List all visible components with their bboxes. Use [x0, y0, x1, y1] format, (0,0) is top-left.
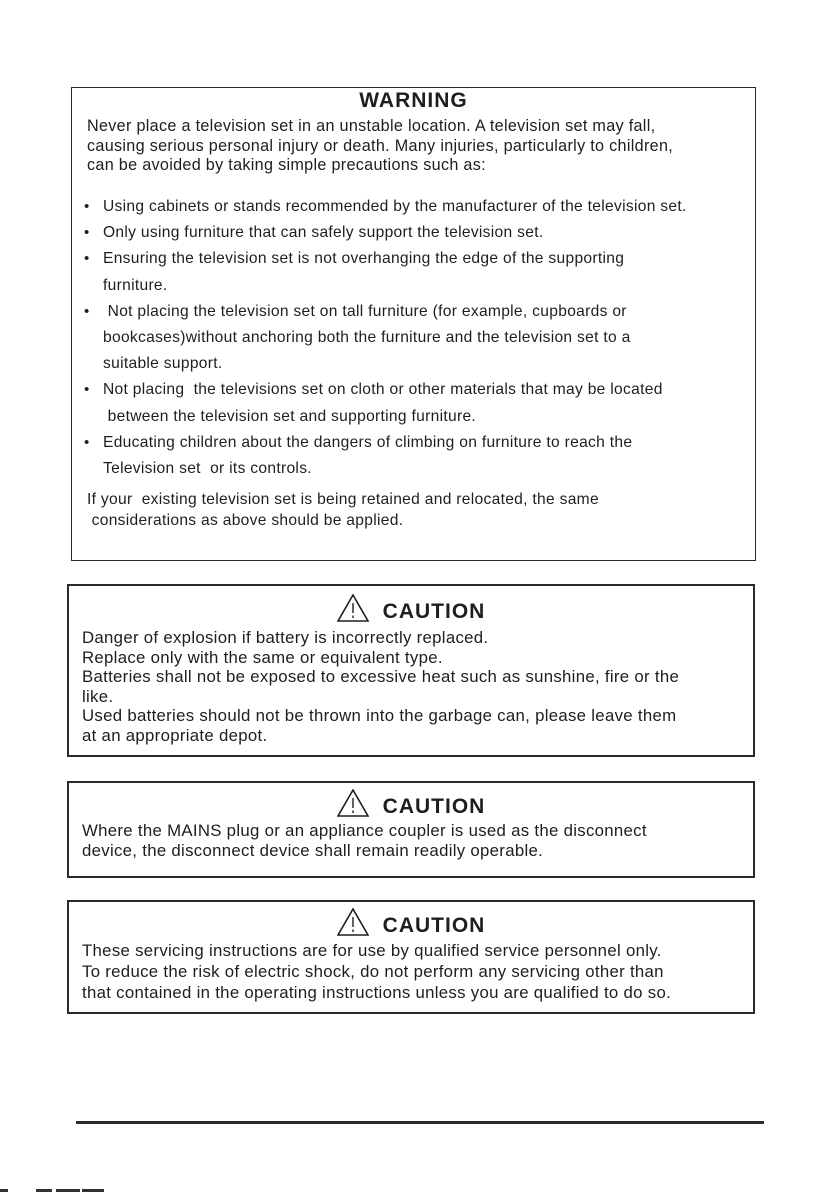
bullet-icon: •: [84, 381, 90, 399]
caution-line: at an appropriate depot.: [82, 725, 268, 745]
caution-text: [82, 821, 647, 860]
bullet-icon: •: [84, 250, 90, 268]
warning-outro: [87, 489, 599, 531]
warning-intro-line: Never place a television set in an unstable location. A television set may fall,: [87, 117, 656, 135]
caution-title: [69, 789, 753, 819]
precaution-item: [79, 377, 687, 429]
precaution-text: Not placing the television set on tall furniture (for example, cupboards or: [103, 302, 627, 320]
precaution-item: [79, 194, 687, 220]
caution-text: [82, 628, 679, 745]
precaution-text: suitable support.: [103, 355, 223, 373]
caution-line: Batteries shall not be exposed to excessive heat such as sunshine, fire or the: [82, 667, 680, 686]
caution-line: To reduce the risk of electric shock, do not perform any servicing other than: [82, 962, 664, 981]
precaution-text: Using cabinets or stands recommended by the manufacturer of the television set.: [103, 198, 687, 215]
warning-triangle-icon: [337, 789, 369, 817]
precaution-text: furniture.: [103, 276, 168, 294]
caution-line: like.: [82, 686, 114, 706]
caution-line: that contained in the operating instructions unless you are qualified to do so.: [82, 983, 672, 1002]
warning-triangle-icon: [337, 908, 369, 936]
caution-line: Danger of explosion if battery is incorrectly replaced.: [82, 628, 489, 647]
precaution-text: Not placing the televisions set on cloth or other materials that may be located: [103, 381, 663, 399]
warning-title: WARNING: [359, 89, 468, 112]
precaution-item: [79, 299, 687, 378]
precaution-item: [79, 220, 687, 246]
caution-line: Where the MAINS plug or an appliance coupler is used as the disconnect: [82, 821, 647, 840]
caution-title: [69, 908, 753, 938]
caution-line: Used batteries should not be thrown into the garbage can, please leave them: [82, 706, 677, 725]
bullet-icon: •: [84, 198, 90, 215]
caution-box-mains: [67, 781, 755, 878]
precaution-item: [79, 246, 687, 298]
caution-line: These servicing instructions are for use by qualified service personnel only.: [82, 941, 662, 960]
precaution-text: between the television set and supporting furniture.: [103, 407, 477, 425]
bullet-icon: •: [84, 224, 90, 242]
caution-line: device, the disconnect device shall remain readily operable.: [82, 840, 544, 860]
caution-line: Replace only with the same or equivalent type.: [82, 647, 443, 667]
caution-title: [69, 594, 753, 624]
warning-intro-line: can be avoided by taking simple precautions such as:: [87, 156, 486, 174]
footer-rule: [76, 1121, 764, 1124]
caution-text: [82, 940, 671, 1003]
bullet-icon: •: [84, 433, 90, 451]
precaution-text: bookcases)without anchoring both the furniture and the television set to a: [103, 329, 631, 347]
bullet-icon: •: [84, 302, 90, 320]
caution-title-text: CAUTION: [382, 914, 486, 937]
caution-box-battery: [67, 584, 755, 757]
warning-triangle-icon: [337, 594, 369, 622]
precaution-text: Only using furniture that can safely support the television set.: [103, 224, 544, 242]
precaution-text: Ensuring the television set is not overhanging the edge of the supporting: [103, 250, 625, 268]
precautions-list: [79, 194, 687, 482]
warning-intro-line: causing serious personal injury or death. Many injuries, particularly to children,: [87, 136, 674, 155]
precaution-item: [79, 430, 687, 482]
precaution-text: Television set or its controls.: [103, 460, 312, 478]
warning-outro-line: considerations as above should be applied.: [87, 512, 404, 529]
warning-intro: [87, 117, 673, 176]
caution-title-text: CAUTION: [382, 795, 486, 818]
caution-title-text: CAUTION: [382, 600, 486, 623]
caution-box-servicing: [67, 900, 755, 1014]
precaution-text: Educating children about the dangers of climbing on furniture to reach the: [103, 433, 633, 451]
warning-box: [71, 87, 756, 561]
warning-outro-line: If your existing television set is being retained and relocated, the same: [87, 491, 599, 508]
